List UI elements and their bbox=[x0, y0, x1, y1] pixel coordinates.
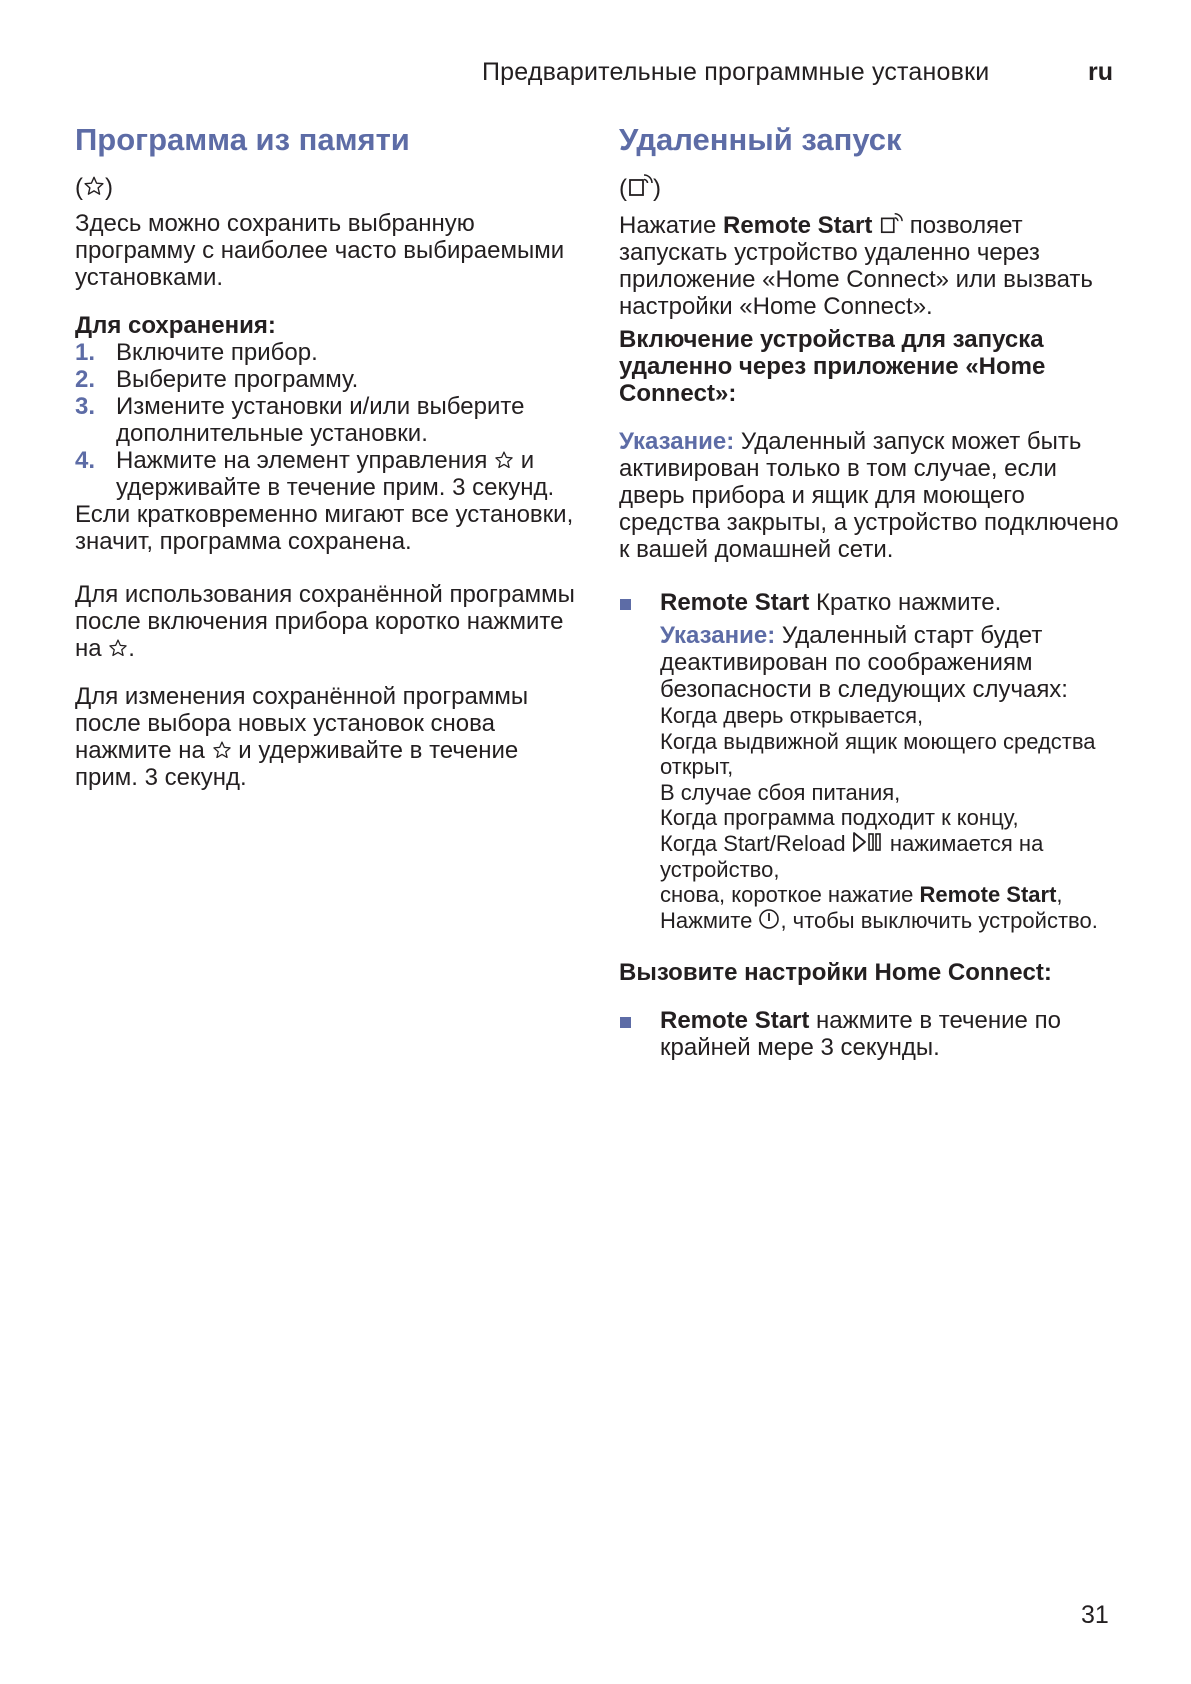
step-text: Измените установки и/или выберите дополнительные установки. bbox=[116, 393, 525, 447]
list-item bbox=[75, 339, 580, 366]
list-item bbox=[75, 366, 580, 393]
star-icon bbox=[108, 638, 128, 658]
list-item: Когда Start/Reload нажимается на устройство, bbox=[660, 830, 1044, 882]
bullet-square-icon bbox=[620, 1017, 631, 1028]
step-number: 1. bbox=[75, 339, 96, 366]
list-item: Когда выдвижной ящик моющего средства открыт, bbox=[660, 728, 1096, 780]
list-item bbox=[75, 447, 580, 501]
column-right bbox=[619, 120, 1124, 1061]
start-pause-icon bbox=[852, 831, 884, 853]
bullet-remote-settings bbox=[619, 1007, 1124, 1061]
note-deactivation: Указание: Удаленный старт будет деактивирован по соображениям безопасности в следующих случаях: bbox=[660, 622, 1068, 703]
deactivation-cases bbox=[660, 703, 1124, 933]
save-steps bbox=[75, 339, 580, 501]
note-remote-conditions: Указание: Удаленный запуск может быть активирован только в том случае, если дверь прибора и ящик для моющего средства закрыты, а устройство подключено к вашей домашней сети. bbox=[619, 428, 1119, 563]
running-header: Предварительные программные установки bbox=[482, 58, 990, 86]
step-text: и удерживайте в течение прим. 3 секунд. bbox=[116, 447, 555, 501]
language-code: ru bbox=[1088, 58, 1113, 86]
section-title-memory: Программа из памяти bbox=[75, 122, 410, 157]
step-number: 3. bbox=[75, 393, 96, 420]
list-item: Когда дверь открывается, bbox=[660, 703, 924, 728]
list-item: Нажмите , чтобы выключить устройство. bbox=[660, 907, 1098, 933]
save-subheading: Для сохранения: bbox=[75, 312, 276, 339]
remote-start-icon bbox=[627, 172, 653, 198]
bullet-remote-start bbox=[619, 589, 1124, 933]
list-item: Когда программа подходит к концу, bbox=[660, 805, 1019, 831]
symbol-line-memory: ( ) bbox=[75, 174, 113, 201]
symbol-line-remote: ( ) bbox=[619, 172, 1124, 205]
step-text: Нажмите на элемент управления bbox=[116, 447, 488, 474]
star-icon bbox=[83, 175, 105, 197]
page-number: 31 bbox=[1081, 1601, 1109, 1629]
step-number: 2. bbox=[75, 366, 96, 393]
remote-intro: Нажатие Remote Start позволяет запускать устройство удаленно через приложение «Home Connect» или вызвать настройки «Home Connect». bbox=[619, 212, 1093, 320]
bullet-text: Remote Start Кратко нажмите. bbox=[660, 589, 1002, 616]
list-item: В случае сбоя питания, bbox=[660, 779, 901, 805]
change-saved-program: Для изменения сохранённой программы после выбора новых установок снова нажмите на и удерживайте в течение прим. 3 секунд. bbox=[75, 683, 529, 791]
star-icon bbox=[494, 450, 514, 470]
list-item: снова, короткое нажатие Remote Start, bbox=[660, 882, 1063, 908]
list-item bbox=[75, 393, 580, 447]
step-text: Включите прибор. bbox=[116, 339, 318, 366]
enable-remote-subheading: Включение устройства для запуска удаленно через приложение «Home Connect»: bbox=[619, 326, 1046, 407]
star-icon bbox=[212, 740, 232, 760]
section-title-remote: Удаленный запуск bbox=[619, 122, 902, 157]
step-number: 4. bbox=[75, 447, 96, 474]
bullet-square-icon bbox=[620, 599, 631, 610]
step-text: Выберите программу. bbox=[116, 366, 359, 393]
use-saved-program: Для использования сохранённой программы после включения прибора коротко нажмите на . bbox=[75, 581, 575, 662]
bullet-text: Remote Start нажмите в течение по крайней мере 3 секунды. bbox=[660, 1007, 1061, 1062]
column-left bbox=[75, 120, 580, 791]
settings-subheading: Вызовите настройки Home Connect: bbox=[619, 959, 1052, 987]
memory-intro: Здесь можно сохранить выбранную программу с наиболее часто выбираемыми установками. bbox=[75, 210, 565, 291]
remote-start-icon bbox=[879, 211, 903, 235]
power-icon bbox=[758, 908, 780, 930]
saved-confirmation: Если кратковременно мигают все установки, значит, программа сохранена. bbox=[75, 501, 574, 555]
